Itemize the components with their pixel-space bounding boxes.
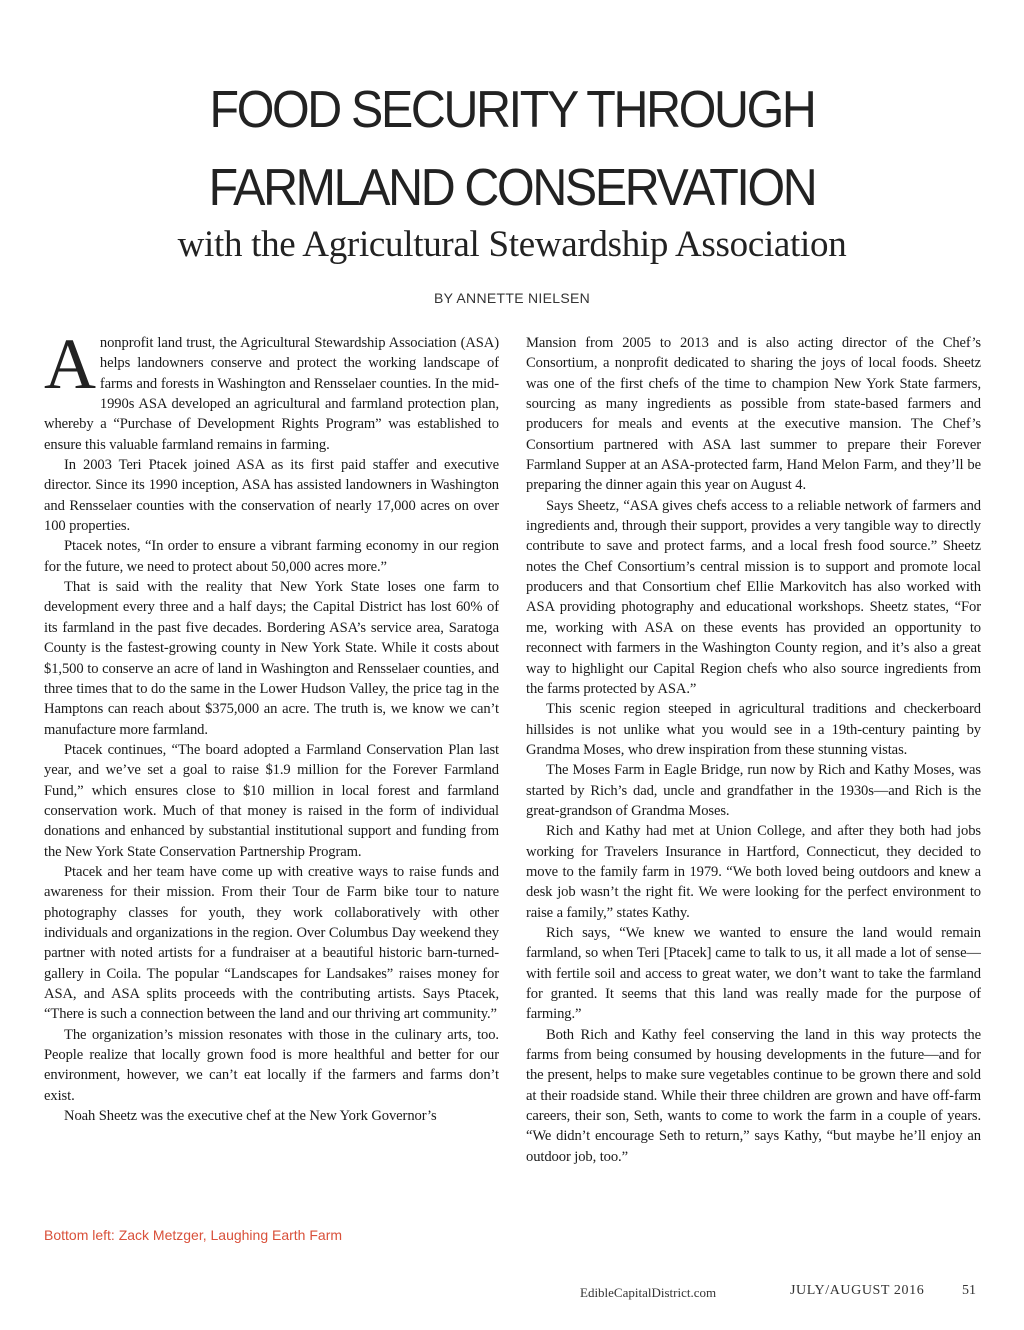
- subtitle: with the Agricultural Stewardship Association: [177, 224, 847, 265]
- paragraph: Says Sheetz, “ASA gives chefs access to a reliable network of farmers and ingredients and, through their support, provides a very tangible way to directly contribute to save and protect farms, and a local fresh food source.” Sheetz notes the Chef Consortium’s central mission is to support and promote local producers and that Consortium chef Ellie Markovitch has also worked with ASA providing photography and educational workshops. Sheetz states, “For me, working with ASA on these events has provided an opportunity to reconnect with farmers in the Washington County region, and it’s also a great way to highlight our Capital Region chefs who also source ingredients from the farms protected by ASA.”: [526, 497, 981, 697]
- page-number: 51: [962, 1283, 976, 1298]
- paragraph: Ptacek notes, “In order to ensure a vibrant farming economy in our region for the future, we need to protect about 50,000 acres more.”: [44, 538, 499, 575]
- footer-site: EdibleCapitalDistrict.com: [580, 1285, 717, 1300]
- paragraph: In 2003 Teri Ptacek joined ASA as its first paid staffer and executive director. Since its 1990 inception, ASA has assisted landowners in Washington and Rensselaer counties with the conservation of nearly 17,000 acres on over 100 properties.: [44, 457, 499, 535]
- headline-line-2: FARMLAND CONSERVATION: [208, 159, 816, 217]
- footer-issue: JULY/AUGUST 2016: [790, 1283, 925, 1298]
- paragraph: This scenic region steeped in agricultural traditions and checkerboard hillsides is not unlike what you would see in a 19th-century painting by Grandma Moses, who drew inspiration from these stunning vistas.: [526, 701, 981, 758]
- headline-line-1: FOOD SECURITY THROUGH: [209, 81, 815, 139]
- paragraph: The organization’s mission resonates with those in the culinary arts, too. People realize that locally grown food is more healthful and better for our environment, however, we can’t eat locally if the farmers and farms don’t exist.: [44, 1026, 499, 1104]
- paragraph: Ptacek and her team have come up with creative ways to raise funds and awareness for their mission. From their Tour de Farm bike tour to nature photography classes for youth, they work collaboratively with other individuals and organizations in the region. Over Columbus Day weekend they partner with noted artists for a fundraiser at a beautiful historic barn-turned-gallery in Coila. The popular “Landscapes for Landsakes” raises money for ASA, and ASA splits proceeds with the contributing artists. Says Ptacek, “There is such a connection between the land and our thriving art community.”: [44, 863, 499, 1023]
- paragraph: Rich and Kathy had met at Union College, and after they both had jobs working for Travelers Insurance in Hartford, Connecticut, they decided to move to the family farm in 1979. “We both loved being outdoors and knew a desk job wasn’t the right fit. We were looking for the perfect environment to raise a family,” states Kathy.: [526, 823, 981, 921]
- paragraph: Anonprofit land trust, the Agricultural Stewardship Association (ASA) helps landowners conserve and protect the working landscape of farms and forests in Washington and Rensselaer counties. In the mid-1990s ASA developed an agricultural and farmland protection plan, whereby a “Purchase of Development Rights Program” was established to ensure this valuable farmland remains in farming.: [44, 333, 499, 453]
- right-column: [526, 333, 981, 1223]
- photo-caption: Bottom left: Zack Metzger, Laughing Earth Farm: [44, 1227, 343, 1243]
- paragraph: Both Rich and Kathy feel conserving the land in this way protects the farms from being consumed by housing developments in the future—and for the present, helps to make sure vegetables continue to be grown there and sold at their roadside stand. While their three children are grown and have off-farm careers, their son, Seth, wants to come to work the farm in a couple of years. “We didn’t encourage Seth to return,” says Kathy, “but maybe he’ll enjoy an outdoor job, too.”: [526, 1026, 981, 1165]
- paragraph: Rich says, “We knew we wanted to ensure the land would remain farmland, so when Teri [Ptacek] came to talk to us, it all made a lot of sense—with fertile soil and access to great water, we don’t want to take the farmland for granted. It seems that this land was really made for the purpose of farming.”: [526, 924, 981, 1023]
- left-column: [44, 333, 499, 1223]
- paragraph: Ptacek continues, “The board adopted a Farmland Conservation Plan last year, and we’ve set a goal to raise $1.9 million for the Forever Farmland Fund,” which ensures close to $10 million in local forest and farmland conservation work. Much of that money is raised in the form of individual donations and enhanced by substantial institutional support and funding from the New York State Conservation Partnership Program.: [44, 741, 499, 860]
- paragraph: That is said with the reality that New York State loses one farm to development every three and a half days; the Capital District has lost 60% of its farmland in the past five decades. Bordering ASA’s service area, Saratoga County is the fastest-growing county in New York State. While it costs about $1,500 to conserve an acre of land in Washington and Rensselaer counties, and three times that to do the same in the Lower Hudson Valley, the price tag in the Hamptons can reach about $375,000 an acre. The truth is, we know we can’t manufacture more farmland.: [44, 579, 499, 738]
- paragraph: The Moses Farm in Eagle Bridge, run now by Rich and Kathy Moses, was started by Rich’s dad, uncle and grandfather in the 1930s—and Rich is the great-grandson of Grandma Moses.: [526, 762, 981, 819]
- paragraph: Noah Sheetz was the executive chef at the New York Governor’s: [64, 1108, 437, 1125]
- byline: BY ANNETTE NIELSEN: [433, 290, 591, 306]
- paragraph: Mansion from 2005 to 2013 and is also acting director of the Chef’s Consortium, a nonprofit dedicated to sharing the joys of local foods. Sheetz was one of the first chefs of the time to champion New York State farmers, sourcing as many ingredients as possible from state-based farmers and producers for meals and events at the executive mansion. The Chef’s Consortium partnered with ASA last summer to prepare their Forever Farmland Supper at an ASA-protected farm, Hand Melon Farm, and they’ll be preparing the dinner again this year on August 4.: [526, 335, 981, 494]
- drop-cap: A: [44, 333, 96, 404]
